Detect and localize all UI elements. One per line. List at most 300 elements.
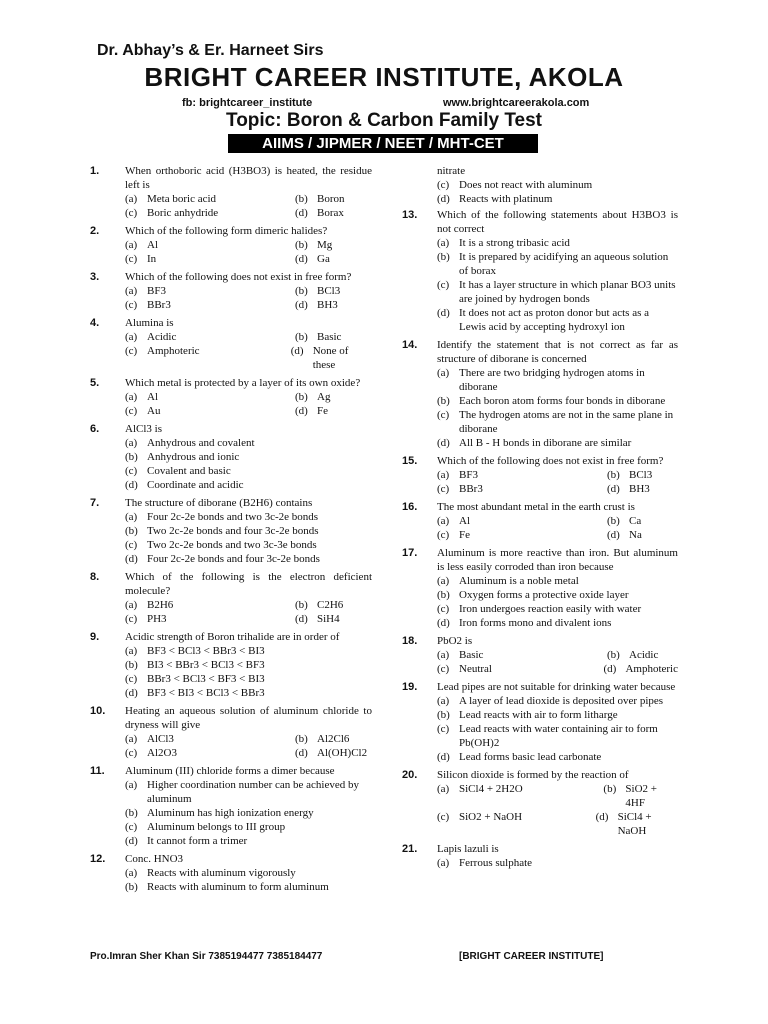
option <box>295 746 367 760</box>
question-number: 8. <box>90 571 100 583</box>
question-text: The structure of diborane (B2H6) contains <box>125 497 313 509</box>
option-label: (d) <box>607 529 620 541</box>
option-label: (c) <box>437 603 450 615</box>
question-item <box>90 224 372 266</box>
option-text: Lead reacts with water containing air to form Pb(OH)2 <box>459 723 658 749</box>
option <box>125 880 372 894</box>
option-text: Reacts with aluminum to form aluminum <box>147 881 329 893</box>
option-label: (d) <box>607 483 620 495</box>
option-text: Does not react with aluminum <box>459 179 593 191</box>
option-text: PH3 <box>147 613 167 625</box>
option-label: (c) <box>437 279 450 291</box>
option <box>295 612 340 626</box>
option-text: Two 2c-2e bonds and two 3c-3e bonds <box>147 539 317 551</box>
option-text: SiCl4 + NaOH <box>617 811 652 837</box>
option-label: (b) <box>607 515 620 527</box>
question-item <box>402 500 678 542</box>
question-number: 4. <box>90 317 100 329</box>
option-label: (b) <box>437 395 450 407</box>
question-text: Aluminum (III) chloride forms a dimer because <box>125 765 335 777</box>
option-text: BCl3 <box>629 469 653 481</box>
option-text: Al2O3 <box>147 747 177 759</box>
teacher-names: Dr. Abhay’s & Er. Harneet Sirs <box>97 42 324 59</box>
option-text: C2H6 <box>317 599 344 611</box>
option-label: (c) <box>125 207 138 219</box>
option-label: (b) <box>295 331 308 343</box>
option-label: (d) <box>295 613 308 625</box>
option <box>607 528 642 542</box>
option-text: SiO2 + NaOH <box>459 811 523 823</box>
option-text: Al(OH)Cl2 <box>317 747 368 759</box>
option <box>125 834 372 848</box>
question-text: Which of the following statements about H3BO3 is not correct <box>437 209 678 235</box>
option-label: (d) <box>295 207 308 219</box>
option-row <box>125 612 372 626</box>
option-text: It is a strong tribasic acid <box>459 237 570 249</box>
option <box>125 284 295 298</box>
option-label: (c) <box>125 345 138 357</box>
option-text: There are two bridging hydrogen atoms in diborane <box>459 367 645 393</box>
continued-question <box>402 164 678 206</box>
option-text: BF3 < BI3 < BCl3 < BBr3 <box>147 687 265 699</box>
option <box>125 820 372 834</box>
question-number: 20. <box>402 769 418 781</box>
question-item <box>90 570 372 626</box>
option-label: (a) <box>125 437 138 449</box>
option <box>437 588 678 602</box>
option-label: (c) <box>125 299 138 311</box>
option <box>125 436 372 450</box>
option-label: (b) <box>125 451 138 463</box>
option-label: (d) <box>437 617 450 629</box>
option-label: (c) <box>125 747 138 759</box>
option-text: Acidic <box>147 331 177 343</box>
option <box>295 206 344 220</box>
option <box>437 278 678 306</box>
question-item <box>90 316 372 372</box>
option-label: (b) <box>295 193 308 205</box>
question-text: Which of the following does not exist in free form? <box>437 455 664 467</box>
question-number: 19. <box>402 681 418 693</box>
question-text: Identify the statement that is not correct as far as structure of diborane is concerned <box>437 339 678 365</box>
option-label: (b) <box>295 391 308 403</box>
option-text: Aluminum has high ionization energy <box>147 807 314 819</box>
option-label: (b) <box>295 285 308 297</box>
option-label: (d) <box>295 299 308 311</box>
option-text: Basic <box>459 649 484 661</box>
option-label: (a) <box>437 515 450 527</box>
option <box>437 366 678 394</box>
option-text: It cannot form a trimer <box>147 835 248 847</box>
option-label: (d) <box>125 553 138 565</box>
option-label: (d) <box>595 811 609 823</box>
option-text: Reacts with aluminum vigorously <box>147 867 296 879</box>
right-column <box>402 164 678 874</box>
option <box>125 390 295 404</box>
question-item <box>402 842 678 870</box>
option-label: (b) <box>125 525 138 537</box>
question-text: Which of the following is the electron deficient molecule? <box>125 571 372 597</box>
option-text: Iron forms mono and divalent ions <box>459 617 612 629</box>
option <box>125 538 372 552</box>
question-number: 14. <box>402 339 418 351</box>
question-item <box>402 338 678 450</box>
continued-text: nitrate <box>437 165 466 177</box>
option-text: Mg <box>317 239 333 251</box>
option-row <box>437 662 678 676</box>
option-label: (b) <box>295 239 308 251</box>
question-item <box>90 704 372 760</box>
option-text: SiO2 + 4HF <box>625 783 657 809</box>
option <box>437 436 678 450</box>
question-text: Silicon dioxide is formed by the reaction of <box>437 769 629 781</box>
option-text: Four 2c-2e bonds and two 3c-2e bonds <box>147 511 319 523</box>
option <box>125 612 295 626</box>
option <box>125 778 372 806</box>
option-text: BF3 < BCl3 < BBr3 < BI3 <box>147 645 265 657</box>
option-text: Na <box>629 529 642 541</box>
option <box>125 192 295 206</box>
option <box>125 330 295 344</box>
question-text: Lead pipes are not suitable for drinking water because <box>437 681 676 693</box>
option <box>125 806 372 820</box>
option-text: Au <box>147 405 161 417</box>
option <box>125 746 295 760</box>
test-topic: Topic: Boron & Carbon Family Test <box>226 110 542 131</box>
question-number: 18. <box>402 635 418 647</box>
question-number: 16. <box>402 501 418 513</box>
option-row <box>437 782 678 810</box>
option-label: (a) <box>125 391 138 403</box>
option-label: (a) <box>437 575 450 587</box>
option <box>437 782 603 810</box>
option-label: (b) <box>125 807 138 819</box>
option-text: Ferrous sulphate <box>459 857 533 869</box>
left-column <box>90 164 372 898</box>
option-text: BH3 <box>317 299 338 311</box>
option-label: (a) <box>437 367 450 379</box>
option-label: (a) <box>437 649 450 661</box>
option-row <box>437 468 678 482</box>
option <box>437 514 607 528</box>
option <box>437 662 603 676</box>
option-text: Iron undergoes reaction easily with water <box>459 603 642 615</box>
question-item <box>402 454 678 496</box>
option-label: (c) <box>437 409 450 421</box>
question-item <box>402 768 678 838</box>
option <box>437 810 596 838</box>
option <box>125 252 295 266</box>
option-row <box>437 810 678 838</box>
option-label: (a) <box>437 469 450 481</box>
option-text: Acidic <box>629 649 659 661</box>
option-text: Meta boric acid <box>147 193 217 205</box>
website-url: www.brightcareerakola.com <box>443 97 590 109</box>
option-label: (a) <box>125 733 138 745</box>
option <box>437 694 678 708</box>
option <box>125 686 372 700</box>
option-label: (a) <box>125 239 138 251</box>
option <box>125 524 372 538</box>
option <box>125 658 372 672</box>
question-item <box>90 164 372 220</box>
question-item <box>402 208 678 334</box>
option <box>125 478 372 492</box>
option-text: Boron <box>317 193 345 205</box>
option-label: (a) <box>125 331 138 343</box>
option-text: Fe <box>317 405 328 417</box>
option <box>437 856 678 870</box>
question-text: Conc. HNO3 <box>125 853 184 865</box>
question-number: 12. <box>90 853 106 865</box>
option <box>603 662 678 676</box>
option-text: BI3 < BBr3 < BCl3 < BF3 <box>147 659 265 671</box>
option-label: (b) <box>437 709 450 721</box>
option <box>125 238 295 252</box>
question-text: Which of the following does not exist in free form? <box>125 271 352 283</box>
option <box>437 750 678 764</box>
option-text: SiH4 <box>317 613 340 625</box>
option-row <box>437 648 678 662</box>
option-text: Neutral <box>459 663 492 675</box>
option-text: It has a layer structure in which planar BO3 units are joined by hydrogen bonds <box>459 279 676 305</box>
option <box>607 514 641 528</box>
option-label: (d) <box>437 193 450 205</box>
option-row <box>125 404 372 418</box>
question-number: 2. <box>90 225 100 237</box>
option-text: Al <box>147 391 158 403</box>
option-label: (c) <box>125 673 138 685</box>
option-label: (a) <box>125 599 138 611</box>
option-label: (c) <box>125 821 138 833</box>
option-row <box>125 344 372 372</box>
option-label: (a) <box>437 695 450 707</box>
option-label: (d) <box>295 253 308 265</box>
option-text: Ga <box>317 253 330 265</box>
option-text: It is prepared by acidifying an aqueous solution of borax <box>459 251 669 277</box>
option-row <box>125 298 372 312</box>
option-text: Fe <box>459 529 470 541</box>
option-row <box>125 252 372 266</box>
option-row <box>125 206 372 220</box>
option-label: (c) <box>437 663 450 675</box>
option <box>437 648 607 662</box>
question-item <box>402 680 678 764</box>
question-text: Lapis lazuli is <box>437 843 499 855</box>
option-text: Al2Cl6 <box>317 733 350 745</box>
option <box>437 408 678 436</box>
option <box>295 192 345 206</box>
option <box>437 178 678 192</box>
option <box>125 464 372 478</box>
option-label: (c) <box>125 539 138 551</box>
option-label: (b) <box>607 469 620 481</box>
question-number: 21. <box>402 843 418 855</box>
question-number: 9. <box>90 631 100 643</box>
option <box>295 238 332 252</box>
option <box>607 468 652 482</box>
question-text: PbO2 is <box>437 635 473 647</box>
option-label: (c) <box>437 811 450 823</box>
option <box>437 482 607 496</box>
option <box>607 648 658 662</box>
question-item <box>90 422 372 492</box>
option-text: BH3 <box>629 483 650 495</box>
option <box>437 236 678 250</box>
option-label: (b) <box>295 733 308 745</box>
option-label: (d) <box>437 307 450 319</box>
option <box>125 644 372 658</box>
option-label: (d) <box>125 479 138 491</box>
question-text: The most abundant metal in the earth crust is <box>437 501 635 513</box>
option-row <box>125 238 372 252</box>
option-text: BCl3 <box>317 285 341 297</box>
option <box>125 672 372 686</box>
question-text: Alumina is <box>125 317 174 329</box>
option-label: (c) <box>125 405 138 417</box>
option <box>437 394 678 408</box>
option <box>125 510 372 524</box>
option <box>437 574 678 588</box>
option-label: (b) <box>295 599 308 611</box>
option-text: Lead reacts with air to form litharge <box>459 709 618 721</box>
option-label: (a) <box>125 193 138 205</box>
question-item <box>402 546 678 630</box>
option-text: A layer of lead dioxide is deposited over pipes <box>459 695 664 707</box>
option <box>596 810 678 838</box>
option-text: Ca <box>629 515 642 527</box>
option <box>125 404 295 418</box>
question-number: 13. <box>402 209 418 221</box>
option-label: (c) <box>437 529 450 541</box>
option-row <box>125 284 372 298</box>
question-text: Heating an aqueous solution of aluminum chloride to dryness will give <box>125 705 372 731</box>
option-label: (b) <box>437 589 450 601</box>
footer-institute: [BRIGHT CAREER INSTITUTE] <box>459 951 604 962</box>
option-row <box>125 390 372 404</box>
option <box>295 252 330 266</box>
option-label: (a) <box>125 511 138 523</box>
option-text: It does not act as proton donor but acts as a Lewis acid by accepting hydroxyl ion <box>459 307 650 333</box>
question-number: 11. <box>90 765 105 777</box>
option-text: SiCl4 + 2H2O <box>459 783 523 795</box>
facebook-handle: fb: brightcareer_institute <box>182 97 313 109</box>
option-row <box>437 514 678 528</box>
option <box>295 598 343 612</box>
option-label: (c) <box>437 723 450 735</box>
question-item <box>90 764 372 848</box>
option-text: AlCl3 <box>147 733 174 745</box>
question-number: 3. <box>90 271 100 283</box>
option-text: Al <box>459 515 470 527</box>
option-text: Two 2c-2e bonds and four 3c-2e bonds <box>147 525 319 537</box>
option-text: Borax <box>317 207 344 219</box>
option-label: (c) <box>125 465 138 477</box>
option-label: (d) <box>603 663 617 675</box>
question-text: Acidic strength of Boron trihalide are in order of <box>125 631 340 643</box>
option-label: (c) <box>437 179 450 191</box>
option <box>125 298 295 312</box>
question-text: When orthoboric acid (H3BO3) is heated, the residue left is <box>125 165 372 191</box>
option-text: Each boron atom forms four bonds in diborane <box>459 395 666 407</box>
option-label: (d) <box>295 747 308 759</box>
option-row <box>125 330 372 344</box>
option <box>607 482 650 496</box>
option-text: In <box>147 253 157 265</box>
question-number: 10. <box>90 705 106 717</box>
option-text: Ag <box>317 391 331 403</box>
option-row <box>437 528 678 542</box>
option-text: BBr3 < BCl3 < BF3 < BI3 <box>147 673 265 685</box>
option-row <box>125 192 372 206</box>
question-text: AlCl3 is <box>125 423 162 435</box>
option-text: All B - H bonds in diborane are similar <box>459 437 632 449</box>
option-text: The hydrogen atoms are not in the same plane in diborane <box>459 409 674 435</box>
option-text: BF3 <box>147 285 166 297</box>
footer-contact: Pro.Imran Sher Khan Sir 7385194477 7385184477 <box>90 951 323 962</box>
option <box>125 732 295 746</box>
option-label: (d) <box>125 835 138 847</box>
question-text: Which of the following form dimeric halides? <box>125 225 328 237</box>
option <box>125 206 295 220</box>
option <box>437 616 678 630</box>
option-text: Al <box>147 239 158 251</box>
option-label: (c) <box>437 483 450 495</box>
option <box>125 450 372 464</box>
option <box>437 192 678 206</box>
option-label: (d) <box>437 437 450 449</box>
option-label: (a) <box>437 783 450 795</box>
question-item <box>402 634 678 676</box>
question-item <box>90 376 372 418</box>
question-number: 7. <box>90 497 100 509</box>
option <box>125 552 372 566</box>
option <box>295 330 341 344</box>
option-text: Anhydrous and ionic <box>147 451 240 463</box>
option-text: Covalent and basic <box>147 465 231 477</box>
question-number: 6. <box>90 423 100 435</box>
option-text: Anhydrous and covalent <box>147 437 255 449</box>
option <box>125 598 295 612</box>
option <box>437 250 678 278</box>
option-text: Coordinate and acidic <box>147 479 244 491</box>
option-row <box>125 598 372 612</box>
option-text: Amphoteric <box>147 345 200 357</box>
option <box>295 732 349 746</box>
question-number: 5. <box>90 377 100 389</box>
option-label: (a) <box>437 857 450 869</box>
option <box>437 708 678 722</box>
option-label: (c) <box>125 613 138 625</box>
option-text: Aluminum is a noble metal <box>459 575 579 587</box>
option-text: Four 2c-2e bonds and four 3c-2e bonds <box>147 553 320 565</box>
option-label: (d) <box>125 687 138 699</box>
option-text: Higher coordination number can be achieved by aluminum <box>147 779 359 805</box>
option-label: (a) <box>125 285 138 297</box>
question-item <box>90 630 372 700</box>
question-number: 1. <box>90 165 100 177</box>
question-item <box>90 852 372 894</box>
option <box>295 298 338 312</box>
option <box>295 284 340 298</box>
option <box>295 404 328 418</box>
option-text: Lead forms basic lead carbonate <box>459 751 602 763</box>
option-text: B2H6 <box>147 599 174 611</box>
option <box>291 344 372 372</box>
option-label: (d) <box>295 405 308 417</box>
option <box>437 306 678 334</box>
option-text: BF3 <box>459 469 478 481</box>
